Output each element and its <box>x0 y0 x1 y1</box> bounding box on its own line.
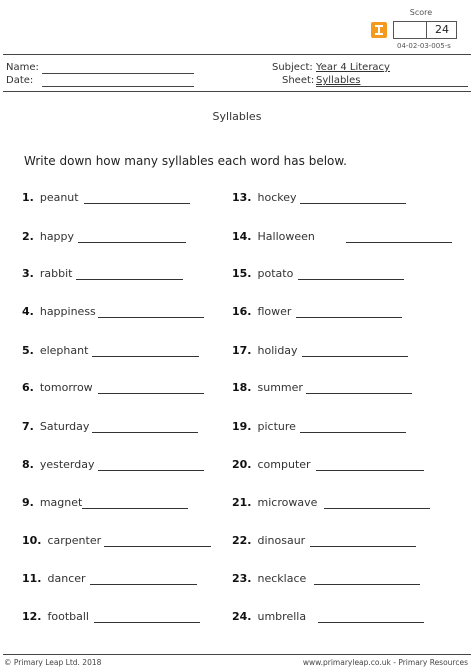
item-word: flower <box>257 305 292 318</box>
answer-line[interactable] <box>306 393 412 394</box>
instruction-text: Write down how many syllables each word has below. <box>24 154 347 168</box>
page-title: Syllables <box>212 110 262 123</box>
date-label: Date: <box>6 75 34 86</box>
answer-line[interactable] <box>98 470 204 471</box>
item-number: 3. <box>22 267 34 280</box>
item-word: hockey <box>257 191 297 204</box>
answer-line[interactable] <box>92 432 198 433</box>
item-word: carpenter <box>47 534 102 547</box>
sheet-rule <box>316 86 468 87</box>
list-item <box>22 267 72 285</box>
item-number: 19. <box>232 420 252 433</box>
answer-line[interactable] <box>92 356 199 357</box>
list-item <box>232 458 311 476</box>
answer-line[interactable] <box>94 622 200 623</box>
answer-line[interactable] <box>316 470 424 471</box>
answer-line[interactable] <box>296 317 402 318</box>
list-item <box>22 230 74 248</box>
list-item <box>22 191 79 209</box>
answer-line[interactable] <box>324 508 430 509</box>
list-item <box>22 381 93 399</box>
item-word: Saturday <box>39 420 90 433</box>
name-field[interactable] <box>42 73 194 74</box>
item-number: 4. <box>22 305 34 318</box>
header-top-rule <box>3 54 471 55</box>
list-item <box>232 610 306 628</box>
list-item <box>22 572 86 590</box>
answer-line[interactable] <box>90 584 197 585</box>
footer-rule <box>3 654 471 655</box>
score-value: 24 <box>435 23 449 36</box>
list-item <box>232 496 317 514</box>
score-label: Score <box>409 8 433 17</box>
answer-line[interactable] <box>300 432 406 433</box>
list-item <box>232 230 315 248</box>
item-number: 7. <box>22 420 34 433</box>
item-word: peanut <box>39 191 79 204</box>
answer-line[interactable] <box>82 508 188 509</box>
item-word: football <box>47 610 89 623</box>
item-word: elephant <box>39 344 89 357</box>
item-number: 20. <box>232 458 252 471</box>
date-field[interactable] <box>42 86 194 87</box>
answer-line[interactable] <box>98 317 204 318</box>
sheet-label: Sheet: <box>282 75 315 86</box>
list-item <box>232 420 296 438</box>
item-number: 16. <box>232 305 252 318</box>
name-label: Name: <box>6 62 39 73</box>
item-number: 13. <box>232 191 252 204</box>
score-box <box>393 21 457 39</box>
item-word: happiness <box>39 305 96 318</box>
answer-line[interactable] <box>76 279 183 280</box>
item-number: 9. <box>22 496 34 509</box>
item-word: dancer <box>47 572 86 585</box>
subject-label: Subject: <box>272 62 313 73</box>
answer-line[interactable] <box>98 393 204 394</box>
item-number: 15. <box>232 267 252 280</box>
item-word: tomorrow <box>39 381 93 394</box>
item-number: 6. <box>22 381 34 394</box>
list-item <box>232 191 297 209</box>
list-item <box>22 496 82 514</box>
item-number: 14. <box>232 230 252 243</box>
item-word: picture <box>257 420 296 433</box>
item-word: yesterday <box>39 458 95 471</box>
list-item <box>22 534 101 552</box>
item-word: summer <box>257 381 303 394</box>
item-word: potato <box>257 267 294 280</box>
list-item <box>232 534 305 552</box>
answer-line[interactable] <box>302 356 408 357</box>
item-number: 8. <box>22 458 34 471</box>
item-number: 12. <box>22 610 42 623</box>
item-number: 11. <box>22 572 42 585</box>
answer-line[interactable] <box>310 546 416 547</box>
item-number: 23. <box>232 572 252 585</box>
answer-line[interactable] <box>300 203 406 204</box>
list-item <box>232 572 306 590</box>
answer-line[interactable] <box>314 584 420 585</box>
item-number: 2. <box>22 230 34 243</box>
list-item <box>22 305 96 323</box>
item-word: rabbit <box>39 267 73 280</box>
answer-line[interactable] <box>78 242 186 243</box>
answer-line[interactable] <box>318 622 424 623</box>
sheet-value: Syllables <box>316 75 361 86</box>
item-word: computer <box>257 458 311 471</box>
item-number: 5. <box>22 344 34 357</box>
item-word: microwave <box>257 496 318 509</box>
item-word: necklace <box>257 572 307 585</box>
sheet-code: 04-02-03-005-s <box>397 42 451 50</box>
item-word: Halloween <box>257 230 315 243</box>
item-word: dinosaur <box>257 534 306 547</box>
item-word: holiday <box>257 344 298 357</box>
item-number: 1. <box>22 191 34 204</box>
list-item <box>22 458 95 476</box>
item-number: 22. <box>232 534 252 547</box>
list-item <box>232 344 298 362</box>
list-item <box>232 267 293 285</box>
item-number: 18. <box>232 381 252 394</box>
item-number: 17. <box>232 344 252 357</box>
subject-value: Year 4 Literacy <box>316 62 390 73</box>
answer-line[interactable] <box>346 242 452 243</box>
item-word: happy <box>39 230 75 243</box>
item-word: magnet <box>39 496 83 509</box>
answer-line[interactable] <box>298 279 404 280</box>
item-number: 21. <box>232 496 252 509</box>
list-item <box>22 420 89 438</box>
item-word: umbrella <box>257 610 307 623</box>
copyright-text: © Primary Leap Ltd. 2018 <box>4 658 102 667</box>
primary-leap-logo-icon <box>371 22 387 38</box>
header-bottom-rule <box>3 91 471 92</box>
list-item <box>22 610 89 628</box>
list-item <box>232 305 291 323</box>
website-link[interactable]: www.primaryleap.co.uk - Primary Resources <box>302 658 468 667</box>
item-number: 10. <box>22 534 42 547</box>
item-number: 24. <box>232 610 252 623</box>
answer-line[interactable] <box>104 546 211 547</box>
list-item <box>22 344 88 362</box>
list-item <box>232 381 303 399</box>
answer-line[interactable] <box>84 203 190 204</box>
